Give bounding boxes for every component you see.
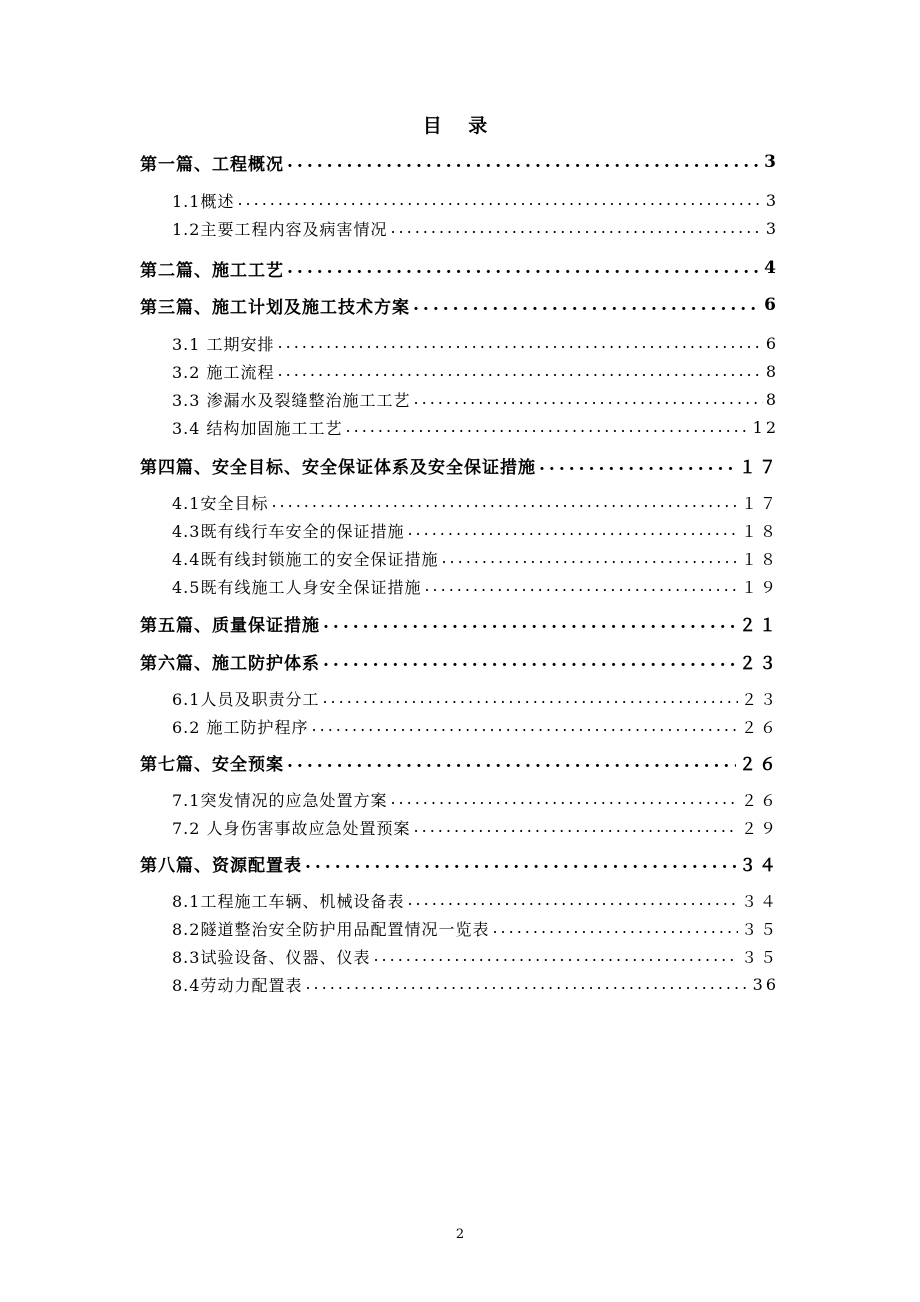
toc-entry-page-number: ３４ xyxy=(740,891,779,911)
toc-entry-label: 4.5既有线施工人身安全保证措施 xyxy=(172,577,422,597)
toc-chapter-entry[interactable] xyxy=(140,451,779,479)
toc-dot-leader xyxy=(390,220,762,236)
toc-entry-label: 4.1安全目标 xyxy=(172,493,269,513)
toc-section-entry[interactable] xyxy=(140,785,779,813)
toc-chapter-entry[interactable] xyxy=(140,148,779,176)
toc-section-entry[interactable] xyxy=(140,186,779,214)
toc-entry-page-number: ３４ xyxy=(739,855,779,876)
toc-section-entry[interactable] xyxy=(140,712,779,740)
toc-entry-label: 第一篇、工程概况 xyxy=(140,154,284,175)
toc-section-entry[interactable] xyxy=(140,488,779,516)
toc-entry-page-number: ３５ xyxy=(740,919,779,939)
toc-entry-page-number: １８ xyxy=(740,549,779,569)
toc-entry-label: 1.2主要工程内容及病害情况 xyxy=(172,219,388,239)
toc-dot-leader xyxy=(305,976,749,992)
toc-section-entry[interactable] xyxy=(140,357,779,385)
toc-entry-page-number: 4 xyxy=(764,258,779,278)
toc-entry-label: 4.4既有线封锁施工的安全保证措施 xyxy=(172,549,439,569)
toc-entry-label: 8.2隧道整治安全防护用品配置情况一览表 xyxy=(172,919,490,939)
toc-dot-leader xyxy=(287,154,761,171)
toc-chapter-entry[interactable] xyxy=(140,609,779,637)
toc-dot-leader xyxy=(305,855,736,872)
toc-dot-leader xyxy=(278,335,763,351)
toc-dot-leader xyxy=(323,615,736,632)
toc-chapter-entry[interactable] xyxy=(140,647,779,675)
toc-entry-page-number: １７ xyxy=(739,457,779,478)
toc-section-entry[interactable] xyxy=(140,329,779,357)
toc-entry-label: 第八篇、资源配置表 xyxy=(140,855,302,876)
toc-entry-label: 7.1突发情况的应急处置方案 xyxy=(172,790,388,810)
toc-section-entry[interactable] xyxy=(140,970,779,998)
toc-dot-leader xyxy=(271,494,738,510)
toc-entry-page-number: １９ xyxy=(740,577,779,597)
toc-entry-label: 6.1人员及职责分工 xyxy=(172,689,320,709)
toc-dot-leader xyxy=(539,457,736,474)
toc-entry-label: 3.3 渗漏水及裂缝整治施工工艺 xyxy=(172,390,411,410)
toc-section-entry[interactable] xyxy=(140,413,779,441)
toc-chapter-entry[interactable] xyxy=(140,849,779,877)
toc-entry-label: 8.3试验设备、仪器、仪表 xyxy=(172,947,371,967)
toc-entry-label: 3.1 工期安排 xyxy=(172,334,275,354)
toc-entry-label: 3.4 结构加固施工工艺 xyxy=(172,418,343,438)
toc-entry-page-number: 8 xyxy=(765,389,779,409)
toc-entry-label: 第七篇、安全预案 xyxy=(140,754,284,775)
toc-entry-page-number: １７ xyxy=(740,493,779,513)
toc-dot-leader xyxy=(278,363,763,379)
toc-dot-leader xyxy=(413,297,761,314)
toc-entry-label: 第二篇、施工工艺 xyxy=(140,260,284,281)
toc-entry-page-number: ２３ xyxy=(739,653,779,674)
toc-entry-page-number: ３５ xyxy=(740,947,779,967)
toc-dot-leader xyxy=(237,192,762,208)
toc-dot-leader xyxy=(390,791,738,807)
toc-title: 目 录 xyxy=(422,115,498,137)
toc-entry-label: 第三篇、施工计划及施工技术方案 xyxy=(140,297,410,318)
toc-dot-leader xyxy=(407,522,738,538)
toc-chapter-entry[interactable] xyxy=(140,291,779,319)
toc-entry-page-number: 3 xyxy=(765,218,779,238)
toc-chapter-entry[interactable] xyxy=(140,748,779,776)
toc-section-entry[interactable] xyxy=(140,914,779,942)
toc-section-entry[interactable] xyxy=(140,214,779,242)
toc-entry-page-number: 6 xyxy=(764,295,779,315)
toc-dot-leader xyxy=(492,920,738,936)
toc-dot-leader xyxy=(287,754,736,771)
toc-dot-leader xyxy=(322,690,738,706)
toc-section-entry[interactable] xyxy=(140,886,779,914)
toc-entry-label: 8.4劳动力配置表 xyxy=(172,975,303,995)
toc-section-entry[interactable] xyxy=(140,684,779,712)
toc-entry-page-number: ２６ xyxy=(740,717,779,737)
toc-dot-leader xyxy=(414,819,738,835)
toc-entry-label: 4.3既有线行车安全的保证措施 xyxy=(172,521,405,541)
toc-section-entry[interactable] xyxy=(140,544,779,572)
toc-dot-leader xyxy=(441,550,738,566)
toc-section-entry[interactable] xyxy=(140,942,779,970)
toc-entry-page-number: １８ xyxy=(740,521,779,541)
toc-entry-label: 第五篇、质量保证措施 xyxy=(140,615,320,636)
page-number: 2 xyxy=(455,1227,465,1242)
toc-dot-leader xyxy=(424,578,738,594)
toc-section-entry[interactable] xyxy=(140,572,779,600)
toc-entry-page-number: 36 xyxy=(752,974,779,994)
toc-entry-page-number: 6 xyxy=(765,333,779,353)
toc-section-entry[interactable] xyxy=(140,813,779,841)
toc-entry-page-number: ２６ xyxy=(739,754,779,775)
toc-dot-leader xyxy=(287,260,761,277)
toc-entry-page-number: ２６ xyxy=(740,790,779,810)
toc-dot-leader xyxy=(407,892,738,908)
toc-section-entry[interactable] xyxy=(140,385,779,413)
toc-entry-label: 8.1工程施工车辆、机械设备表 xyxy=(172,891,405,911)
toc-entry-page-number: 8 xyxy=(765,361,779,381)
toc-entry-label: 3.2 施工流程 xyxy=(172,362,275,382)
toc-dot-leader xyxy=(312,718,738,734)
toc-entry-page-number: 3 xyxy=(764,152,779,172)
toc-entry-label: 第四篇、安全目标、安全保证体系及安全保证措施 xyxy=(140,457,536,478)
toc-entry-page-number: ２９ xyxy=(740,818,779,838)
toc-chapter-entry[interactable] xyxy=(140,254,779,282)
toc-entry-label: 第六篇、施工防护体系 xyxy=(140,653,320,674)
toc-entry-page-number: ２３ xyxy=(740,689,779,709)
toc-dot-leader xyxy=(323,653,736,670)
toc-dot-leader xyxy=(414,391,763,407)
toc-entry-label: 7.2 人身伤害事故应急处置预案 xyxy=(172,818,411,838)
toc-entry-page-number: 12 xyxy=(752,417,779,437)
toc-entry-label: 1.1概述 xyxy=(172,191,235,211)
toc-entry-page-number: ２１ xyxy=(739,615,779,636)
toc-entry-label: 6.2 施工防护程序 xyxy=(172,717,309,737)
toc-section-entry[interactable] xyxy=(140,516,779,544)
toc-dot-leader xyxy=(346,419,750,435)
toc-dot-leader xyxy=(373,948,738,964)
toc-entry-page-number: 3 xyxy=(765,190,779,210)
